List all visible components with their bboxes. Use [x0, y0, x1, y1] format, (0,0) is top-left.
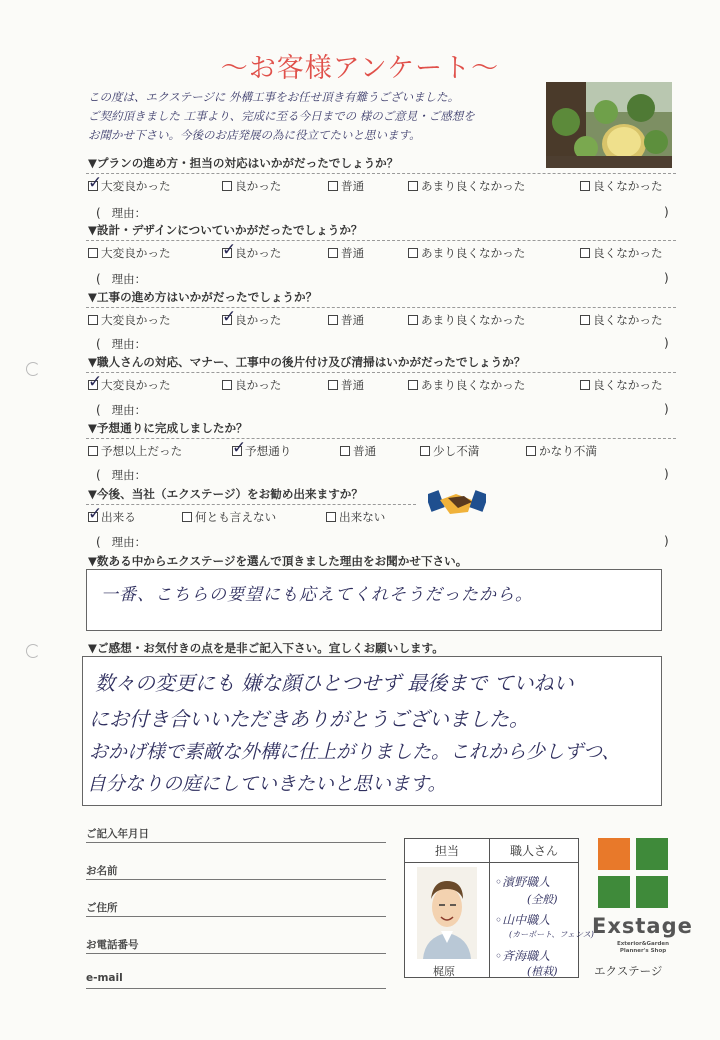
checkbox[interactable] — [408, 248, 418, 258]
checkbox[interactable] — [580, 181, 590, 191]
divider — [86, 438, 676, 439]
logo-square — [636, 876, 668, 908]
checkbox[interactable] — [580, 248, 590, 258]
field-name-label: お名前 — [86, 865, 118, 877]
logo-square — [598, 838, 630, 870]
logo-square — [598, 876, 630, 908]
q5-question: ▼予想通りに完成しましたか？ — [88, 421, 248, 435]
survey-title: 〜お客様アンケート〜 — [220, 53, 500, 84]
checkbox[interactable] — [580, 315, 590, 325]
q2-reason[interactable]: ( 理由： — [96, 272, 147, 286]
logo-kana: エクステージ — [594, 964, 663, 978]
garden-photo — [546, 82, 672, 168]
q4-question: ▼職人さんの対応、マナー、工事中の後片付け及び清掃はいかがだったでしょうか？ — [88, 355, 526, 369]
divider — [86, 307, 676, 308]
craftsman-3-role: (植栽) — [527, 965, 558, 978]
checkbox[interactable] — [326, 512, 336, 522]
field-phone-line[interactable] — [86, 953, 386, 954]
checkbox[interactable] — [328, 380, 338, 390]
q6-reason[interactable]: ( 理由： — [96, 535, 147, 549]
checkbox[interactable] — [408, 181, 418, 191]
intro-line-3: お聞かせ下さい。今後のお店発展の為に役立てたいと思います。 — [88, 128, 421, 142]
q3-question: ▼工事の進め方はいかがだったでしょうか？ — [88, 290, 318, 304]
paren-close: ) — [664, 271, 669, 285]
checkbox[interactable] — [580, 380, 590, 390]
q3-reason[interactable]: ( 理由： — [96, 337, 147, 351]
checkbox[interactable] — [328, 315, 338, 325]
paren-close: ) — [664, 402, 669, 416]
q5-option-3[interactable]: 普通 — [340, 443, 376, 459]
paren-close: ) — [664, 336, 669, 350]
punch-hole-bottom — [26, 644, 40, 658]
q2-option-3[interactable]: 普通 — [328, 245, 364, 261]
handshake-icon — [428, 486, 486, 520]
staff-portrait — [417, 867, 477, 959]
q2-option-4[interactable]: あまり良くなかった — [408, 245, 525, 261]
q4-option-1[interactable]: ✓大変良かった — [88, 377, 171, 393]
q2-option-5[interactable]: 良くなかった — [580, 245, 663, 261]
checkbox[interactable] — [408, 315, 418, 325]
q7-answer-text: 一番、こちらの要望にも応えてくれそうだったから。 — [101, 585, 533, 605]
checkbox[interactable] — [222, 181, 232, 191]
checkbox[interactable] — [182, 512, 192, 522]
checkbox[interactable] — [420, 446, 430, 456]
checkbox[interactable] — [340, 446, 350, 456]
q5-reason[interactable]: ( 理由： — [96, 468, 147, 482]
checkbox[interactable] — [88, 248, 98, 258]
q2-option-1[interactable]: 大変良かった — [88, 245, 171, 261]
q5-option-5[interactable]: かなり不満 — [526, 443, 597, 459]
q3-option-4[interactable]: あまり良くなかった — [408, 312, 525, 328]
craftsman-1: ◦濱野職人 — [495, 875, 551, 889]
q7-answer-box[interactable] — [86, 569, 662, 631]
field-address-line[interactable] — [86, 916, 386, 917]
q1-option-3[interactable]: 普通 — [328, 178, 364, 194]
q6-option-1[interactable]: ✓出来る — [88, 509, 136, 525]
logo-name: Exstage — [592, 914, 693, 938]
shokunin-header: 職人さん — [489, 839, 579, 863]
q5-option-1[interactable]: 予想以上だった — [88, 443, 182, 459]
field-phone-label: お電話番号 — [86, 939, 139, 951]
q6-question: ▼今後、当社（エクステージ）をお勧め出来ますか？ — [88, 487, 363, 501]
staff-divider — [489, 839, 490, 977]
q4-reason[interactable]: ( 理由： — [96, 403, 147, 417]
checkbox[interactable] — [328, 181, 338, 191]
q1-option-4[interactable]: あまり良くなかった — [408, 178, 525, 194]
q8-answer-line-1: 数々の変更にも 嫌な顔ひとつせず 最後まで ていねい — [95, 671, 574, 695]
logo-subtitle: Exterior&Garden Planner's Shop — [616, 941, 670, 954]
checkbox[interactable] — [88, 446, 98, 456]
exstage-logo — [598, 838, 670, 910]
q8-answer-box[interactable] — [82, 656, 662, 806]
checkbox-checked[interactable] — [88, 380, 98, 390]
paren-close: ) — [664, 534, 669, 548]
q4-option-4[interactable]: あまり良くなかった — [408, 377, 525, 393]
field-address-label: ご住所 — [86, 902, 118, 914]
checkbox[interactable] — [222, 380, 232, 390]
paren-close: ) — [664, 467, 669, 481]
q1-question: ▼プランの進め方・担当の対応はいかがだったでしょうか？ — [88, 156, 399, 170]
staff-box — [404, 838, 594, 978]
divider — [86, 504, 416, 505]
q5-option-4[interactable]: 少し不満 — [420, 443, 479, 459]
divider — [86, 372, 676, 373]
q1-reason[interactable]: ( 理由： — [96, 206, 147, 220]
q1-option-1[interactable]: ✓大変良かった — [88, 178, 171, 194]
q5-option-2[interactable]: ✓ 予想通り — [232, 443, 291, 459]
divider — [86, 240, 676, 241]
q4-option-3[interactable]: 普通 — [328, 377, 364, 393]
q8-answer-line-3: おかげ様で素敵な外構に仕上がりました。これから少しずつ、 — [89, 741, 621, 763]
tantou-name: 梶原 — [433, 965, 455, 978]
q3-option-1[interactable]: 大変良かった — [88, 312, 171, 328]
logo-square — [636, 838, 668, 870]
field-email-line[interactable] — [86, 988, 386, 989]
craftsman-3: ◦斉海職人 — [495, 949, 551, 963]
checkbox[interactable] — [526, 446, 536, 456]
checkbox[interactable] — [408, 380, 418, 390]
tantou-header: 担当 — [405, 839, 489, 863]
intro-line-2: ご契約頂きました 工事より、完成に至る今日までの 様のご意見・ご感想を — [88, 109, 475, 123]
q2-option-2[interactable]: ✓ 良かった — [222, 245, 281, 261]
q3-option-2[interactable]: ✓ 良かった — [222, 312, 281, 328]
craftsman-1-role: (全般) — [527, 893, 558, 906]
q7-question: ▼数ある中からエクステージを選んで頂きました理由をお聞かせ下さい。 — [88, 554, 468, 568]
q8-question: ▼ご感想・お気付きの点を是非ご記入下さい。宜しくお願いします。 — [88, 641, 444, 655]
intro-line-1: この度は、エクステージに 外構工事をお任せ頂き有難うございました。 — [88, 90, 460, 104]
q6-option-3[interactable]: 出来ない — [326, 509, 385, 525]
craftsman-2-role: (カーポート、フェンス) — [509, 930, 594, 939]
intro-text — [88, 88, 548, 145]
q6-option-2[interactable]: 何とも言えない — [182, 509, 276, 525]
q3-option-5[interactable]: 良くなかった — [580, 312, 663, 328]
q2-question: ▼設計・デザインについていかがだったでしょうか？ — [88, 223, 363, 237]
field-name-line[interactable] — [86, 879, 386, 880]
q8-answer-line-4: 自分なりの庭にしていきたいと思います。 — [87, 773, 447, 795]
field-date-label: ご記入年月日 — [86, 828, 149, 840]
punch-hole-top — [26, 362, 40, 376]
q8-answer-line-2: にお付き合いいただきありがとうございました。 — [89, 707, 529, 731]
checkbox[interactable] — [328, 248, 338, 258]
field-email-label: e-mail — [86, 972, 123, 984]
checkbox-checked[interactable] — [88, 512, 98, 522]
q3-option-3[interactable]: 普通 — [328, 312, 364, 328]
checkbox-checked[interactable] — [222, 248, 232, 258]
checkbox-checked[interactable] — [232, 446, 242, 456]
divider — [86, 173, 676, 174]
checkbox-checked[interactable] — [222, 315, 232, 325]
q4-option-2[interactable]: 良かった — [222, 377, 281, 393]
field-date-line[interactable] — [86, 842, 386, 843]
paren-close: ) — [664, 205, 669, 219]
q1-option-5[interactable]: 良くなかった — [580, 178, 663, 194]
checkbox-checked[interactable] — [88, 181, 98, 191]
checkbox[interactable] — [88, 315, 98, 325]
q4-option-5[interactable]: 良くなかった — [580, 377, 663, 393]
craftsman-2: ◦山中職人 — [495, 913, 551, 927]
q1-option-2[interactable]: 良かった — [222, 178, 281, 194]
